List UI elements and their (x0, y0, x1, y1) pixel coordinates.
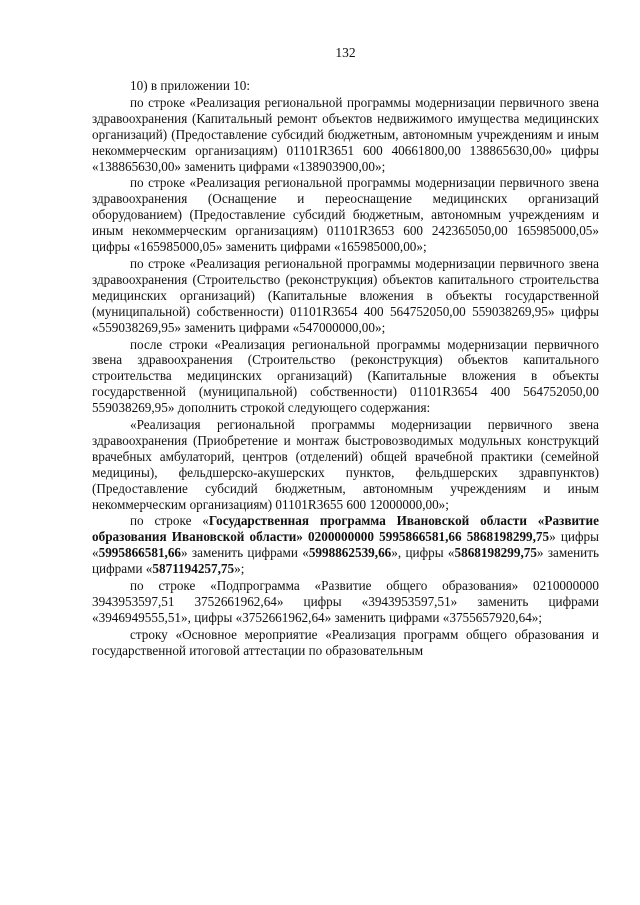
paragraph-4: после строки «Реализация региональной программы модернизации первичного звена здравоохранения (Строительство (реконструкция) объектов капитального строительства медицинских организаций) (Капитальные вложения в объекты государственной (муниципальной) собственности) 01101R3654 400 564752050,00 559038269,95» дополнить строкой следующего содержания: (92, 336, 599, 416)
p6-bold-old-1: 5995866581,66 (98, 545, 182, 561)
paragraph-2: по строке «Реализация региональной программы модернизации первичного звена здравоохранения (Оснащение и переоснащение медицинских организаций оборудованием) (Предоставление субсидий бюджетным, автономным учреждениям и иным некоммерческим организациям) 01101R3653 600 242365050,00 165985000,05» цифры «165985000,05» заменить цифрами «165985000,00»; (92, 175, 599, 255)
p6-text-e: », цифры « (391, 545, 455, 561)
p6-text-d: » заменить цифрами « (181, 545, 309, 561)
p6-text-c: » цифры « (92, 529, 599, 561)
p6-bold-program: Государственная программа Ивановской области «Развитие образования Ивановской области» 0200000000 5995866581,66 5868198299,75 (92, 513, 599, 545)
p6-bold-new-1: 5998862539,66 (308, 545, 392, 561)
section-heading: 10) в приложении 10: (130, 78, 251, 93)
paragraph-6 (92, 513, 599, 577)
p6-text-f: » заменить цифрами « (92, 545, 599, 577)
paragraph-5: «Реализация региональной программы модернизации первичного звена здравоохранения (Приобретение и монтаж быстровозводимых модульных конструкций врачебных амбулаторий, центров (отделений) общей врачебной практики (семейной медицины), фельдшерско-акушерских пунктов, фельдшерских здравпунктов) (Предоставление субсидий бюджетным, автономным учреждениям и иным некоммерческим организациям) 01101R3655 600 12000000,00»; (92, 417, 599, 512)
paragraph-8: строку «Основное мероприятие «Реализация программ общего образования и государственной итоговой аттестации по образовательным (92, 626, 599, 658)
paragraph-3: по строке «Реализация региональной программы модернизации первичного звена здравоохранения (Строительство (реконструкция) объектов капитального строительства медицинских организаций) (Капитальные вложения в объекты государственной (муниципальной) собственности) 01101R3654 400 564752050,00 559038269,95» цифры «559038269,95» заменить цифрами «547000000,00»; (92, 255, 599, 335)
p6-bold-new-2: 5871194257,75 (152, 561, 235, 577)
paragraph-1: по строке «Реализация региональной программы модернизации первичного звена здравоохранения (Капитальный ремонт объектов недвижимого имущества медицинских организаций) (Предоставление субсидий бюджетным, автономным учреждениям и иным некоммерческим организациям) 01101R3651 600 40661800,00 138865630,00» цифры «138865630,00» заменить цифрами «138903900,00»; (92, 94, 599, 174)
p6-bold-old-2: 5868198299,75 (454, 545, 537, 561)
p6-text-a: по строке « (130, 513, 209, 529)
p6-text-g: »; (234, 561, 245, 577)
page-number: 132 (335, 45, 356, 60)
paragraph-7: по строке «Подпрограмма «Развитие общего образования» 0210000000 3943953597,51 3752661962,64» цифры «3943953597,51» заменить цифрами «3946949555,51», цифры «3752661962,64» заменить цифрами «3755657920,64»; (92, 578, 599, 625)
document-body (92, 78, 599, 660)
